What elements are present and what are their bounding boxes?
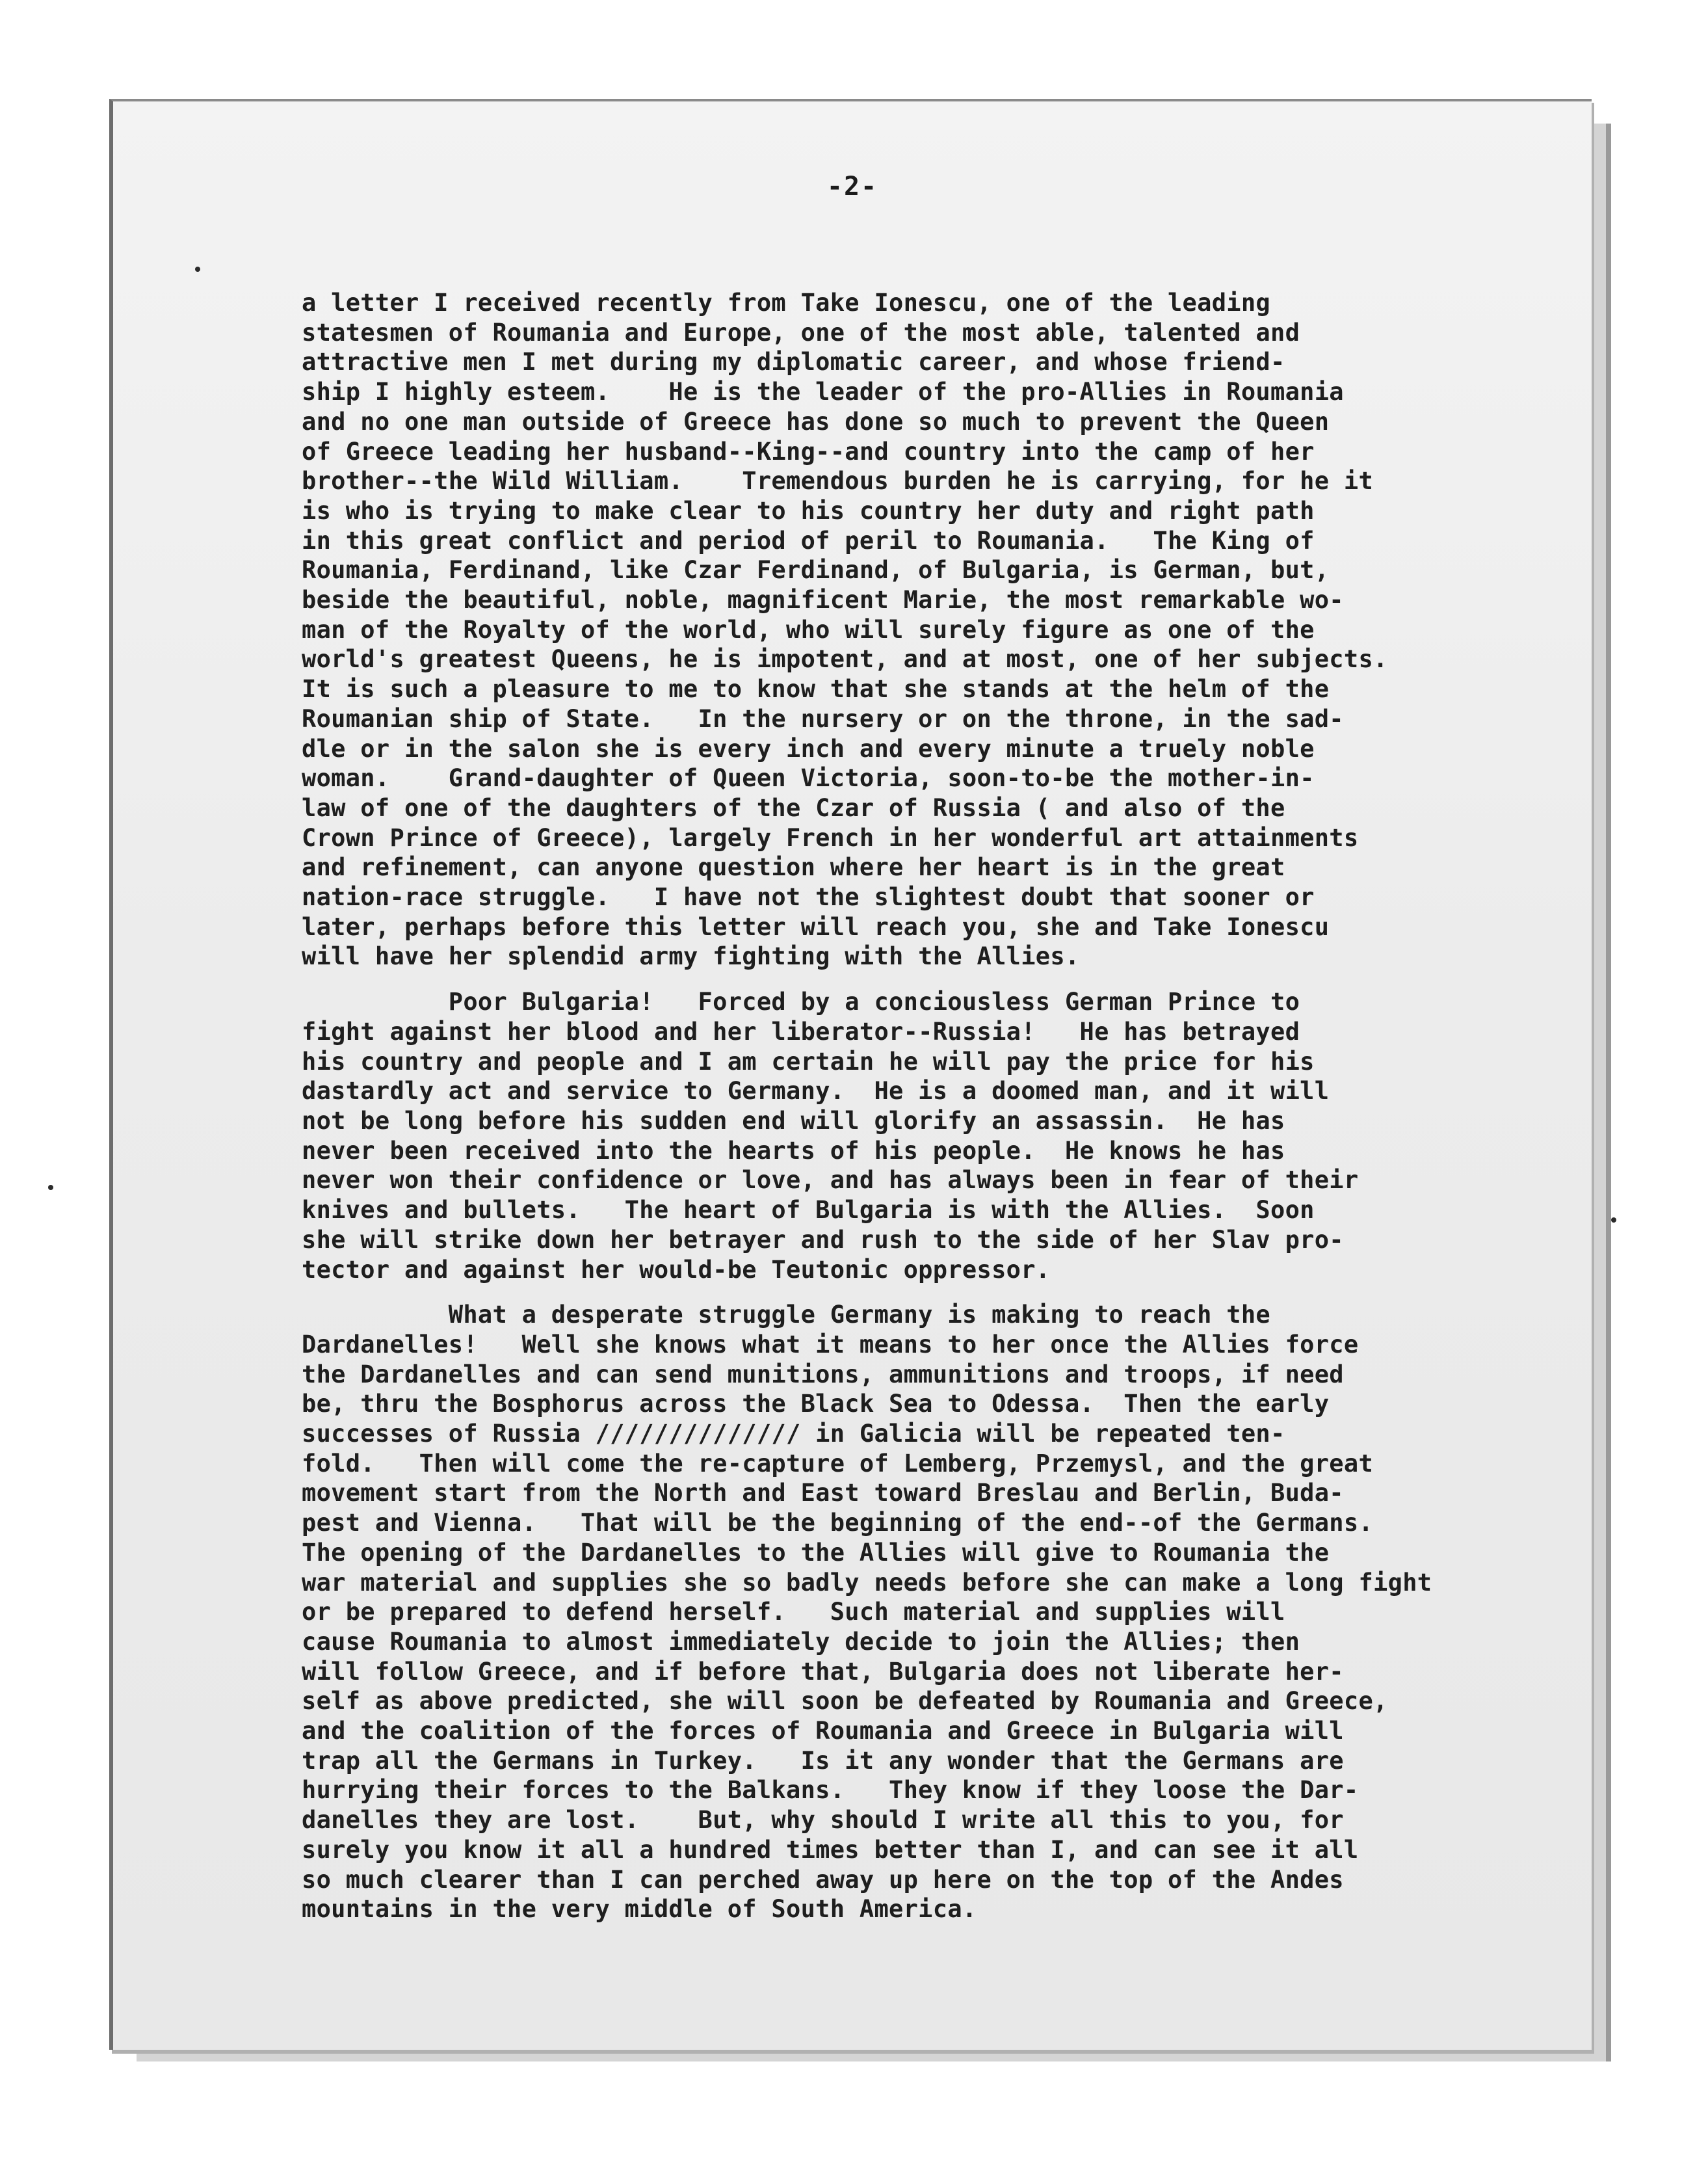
text-line: Poor Bulgaria! Forced by a conciousless German Prince to	[302, 988, 1300, 1016]
text-line: brother--the Wild William. Tremendous burden he is carrying, for he it	[302, 467, 1374, 496]
text-line: in this great conflict and period of peril to Roumania. The King of	[302, 526, 1315, 555]
text-line: and no one man outside of Greece has done so much to prevent the Queen	[302, 407, 1330, 436]
text-line: never been received into the hearts of his people. He knows he has	[302, 1136, 1285, 1165]
text-line: It is such a pleasure to me to know that she stands at the helm of the	[302, 675, 1330, 704]
text-line: fold. Then will come the re-capture of Lemberg, Przemysl, and the great	[302, 1449, 1374, 1478]
text-line: tector and against her would-be Teutonic oppressor.	[302, 1255, 1051, 1284]
text-line: dastardly act and service to Germany. He is a doomed man, and it will	[302, 1077, 1330, 1106]
text-line: be, thru the Bosphorus across the Black Sea to Odessa. Then the early	[302, 1390, 1330, 1418]
text-line: and refinement, can anyone question where her heart is in the great	[302, 853, 1285, 882]
text-line: trap all the Germans in Turkey. Is it any wonder that the Germans are	[302, 1746, 1344, 1775]
paragraph-gap	[302, 1284, 1576, 1300]
text-line: and the coalition of the forces of Roumania and Greece in Bulgaria will	[302, 1717, 1344, 1745]
text-line: pest and Vienna. That will be the beginning of the end--of the Germans.	[302, 1509, 1374, 1537]
text-line: will follow Greece, and if before that, Bulgaria does not liberate her-	[302, 1657, 1344, 1686]
text-line: danelles they are lost. But, why should I write all this to you, for	[302, 1806, 1344, 1835]
paragraph-dardanelles	[302, 1300, 1576, 1924]
text-line: statesmen of Roumania and Europe, one of the most able, talented and	[302, 318, 1300, 347]
page-number: -2-	[826, 172, 878, 202]
text-line: ship I highly esteem. He is the leader of the pro-Allies in Roumania	[302, 378, 1344, 406]
text-line: The opening of the Dardanelles to the Allies will give to Roumania the	[302, 1538, 1330, 1567]
margin-speck	[48, 1185, 53, 1190]
text-line: law of one of the daughters of the Czar of Russia ( and also of the	[302, 793, 1285, 822]
paragraph-ionescu-marie	[302, 288, 1576, 972]
text-line: fight against her blood and her liberator--Russia! He has betrayed	[302, 1017, 1300, 1046]
text-line: the Dardanelles and can send munitions, ammunitions and troops, if need	[302, 1360, 1344, 1388]
text-line: dle or in the salon she is every inch and every minute a truely noble	[302, 734, 1315, 763]
text-line: What a desperate struggle Germany is making to reach the	[302, 1301, 1271, 1329]
margin-speck	[1611, 1217, 1616, 1223]
text-line: later, perhaps before this letter will reach you, she and Take Ionescu	[302, 912, 1330, 941]
text-line: world's greatest Queens, he is impotent, and at most, one of her subjects.	[302, 645, 1388, 674]
paragraph-bulgaria	[302, 987, 1576, 1284]
text-line: Crown Prince of Greece), largely French in her wonderful art attainments	[302, 823, 1359, 852]
text-line: surely you know it all a hundred times better than I, and can see it all	[302, 1835, 1359, 1864]
letter-body	[302, 288, 1576, 1924]
text-line: woman. Grand-daughter of Queen Victoria, soon-to-be the mother-in-	[302, 764, 1315, 793]
text-line: will have her splendid army fighting with the Allies.	[302, 942, 1080, 971]
text-line: Dardanelles! Well she knows what it means to her once the Allies force	[302, 1330, 1359, 1359]
text-line: his country and people and I am certain he will pay the price for his	[302, 1047, 1315, 1076]
text-line: cause Roumania to almost immediately decide to join the Allies; then	[302, 1627, 1300, 1656]
text-line: successes of Russia ////////////// in Galicia will be repeated ten-	[302, 1420, 1285, 1448]
text-line: knives and bullets. The heart of Bulgaria is with the Allies. Soon	[302, 1196, 1315, 1225]
text-line: movement start from the North and East toward Breslau and Berlin, Buda-	[302, 1479, 1344, 1507]
text-line: self as above predicted, she will soon be defeated by Roumania and Greece,	[302, 1687, 1388, 1716]
text-line: man of the Royalty of the world, who will surely figure as one of the	[302, 615, 1315, 644]
text-line: so much clearer than I can perched away up here on the top of the Andes	[302, 1865, 1344, 1894]
margin-speck	[195, 267, 200, 272]
text-line: mountains in the very middle of South America.	[302, 1895, 977, 1924]
text-line: Roumania, Ferdinand, like Czar Ferdinand, of Bulgaria, is German, but,	[302, 556, 1330, 585]
paragraph-gap	[302, 972, 1576, 987]
text-line: a letter I received recently from Take Ionescu, one of the leading	[302, 289, 1271, 317]
text-line: hurrying their forces to the Balkans. They know if they loose the Dar-	[302, 1776, 1359, 1805]
text-line: never won their confidence or love, and has always been in fear of their	[302, 1166, 1359, 1195]
document-page	[109, 99, 1592, 2050]
text-line: attractive men I met during my diplomatic career, and whose friend-	[302, 348, 1285, 377]
text-line: is who is trying to make clear to his country her duty and right path	[302, 496, 1315, 525]
text-line: war material and supplies she so badly needs before she can make a long fight	[302, 1568, 1432, 1597]
text-line: she will strike down her betrayer and rush to the side of her Slav pro-	[302, 1225, 1344, 1254]
text-line: beside the beautiful, noble, magnificent Marie, the most remarkable wo-	[302, 586, 1344, 615]
text-line: Roumanian ship of State. In the nursery or on the throne, in the sad-	[302, 704, 1344, 733]
text-line: not be long before his sudden end will glorify an assassin. He has	[302, 1106, 1285, 1135]
text-line: of Greece leading her husband--King--and country into the camp of her	[302, 437, 1315, 466]
text-line: or be prepared to defend herself. Such material and supplies will	[302, 1598, 1285, 1626]
text-line: nation-race struggle. I have not the slightest doubt that sooner or	[302, 883, 1315, 912]
